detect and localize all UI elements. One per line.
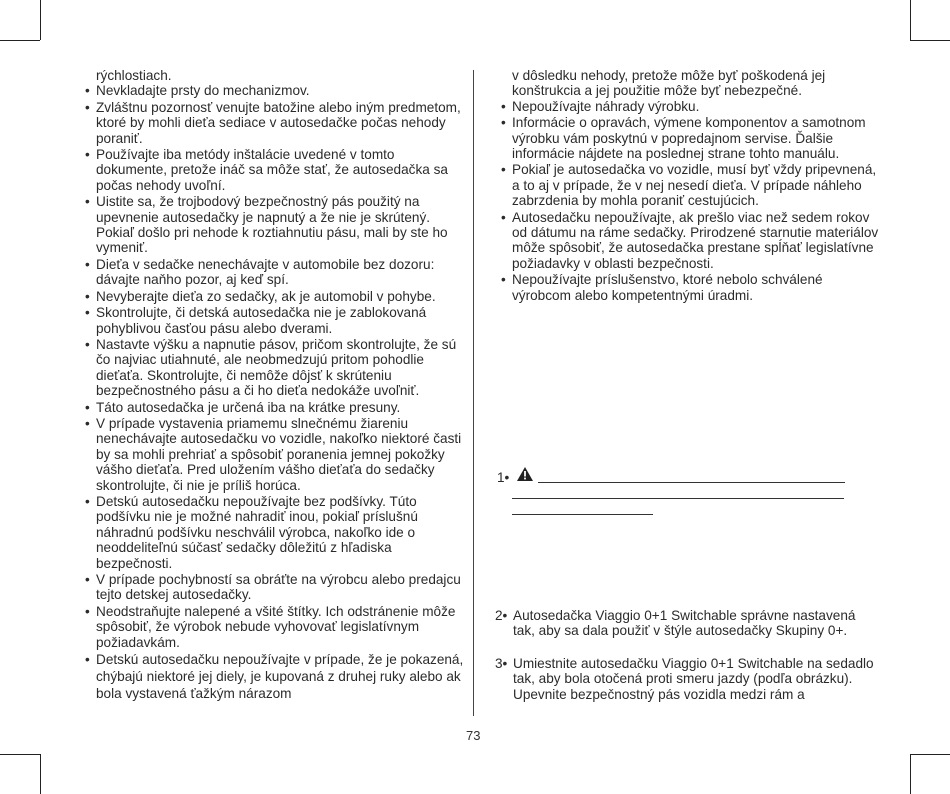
list-item: • Autosedačku nepoužívajte, ak prešlo viac než sedem rokov od dátumu na ráme sedačky. Prirodzené starnutie materiálov môže spôsobiť, že autosedačka prestane spĺňať legislatívne požiadavky v oblasti bezpečnosti. [501,209,879,271]
list-item: • Dieťa v sedačke nenechávajte v automobile bez dozoru: dávajte naňho pozor, aj keď spí. [85,256,435,288]
bullet: • [85,572,90,587]
warning-triangle-icon [516,466,534,482]
crop-mark [0,40,40,41]
bullet: • [501,98,506,114]
step-number: 2• [495,608,508,623]
list-item: • V prípade pochybností sa obráťte na výrobcu alebo predajcu tejto detskej autosedačky. [85,572,461,603]
crop-mark [40,754,41,794]
bullet: • [85,99,90,115]
list-item: • Táto autosedačka je určená iba na krátke presuny. [85,399,401,415]
crop-mark [910,40,950,41]
bullet: • [85,288,90,304]
list-item: • Skontrolujte, či detská autosedačka nie je zablokovaná pohyblivou časťou pásu alebo dverami. [85,305,427,336]
bullet: • [85,399,90,415]
step-text-extra: Upevnite bezpečnostný pás vozidla medzi rám a [513,686,805,702]
step-number: 1• [497,470,510,485]
left-column [84,68,464,703]
bullet: • [85,336,90,352]
blank-rule [538,482,845,483]
list-item: • Nevkladajte prsty do mechanizmov. [85,83,310,99]
step-number: 3• [495,656,508,671]
list-item: • Informácie o opravách, výmene komponentov a samotnom výrobku vám poskytnú v popredajnom servise. Ďalšie informácie nájdete na poslednej strane tohto manuálu. [501,115,866,162]
bullet: • [501,115,506,131]
bullet: • [85,256,90,272]
bullet: • [501,162,506,178]
bullet: • [85,415,90,431]
page-number: 73 [466,728,481,743]
bullet: • [85,147,90,163]
crop-mark [910,754,911,794]
list-item: • Pokiaľ je autosedačka vo vozidle, musí byť vždy pripevnená, a to aj v prípade, že v nej nesedí dieťa. V prípade náhleho zabrzdenia by mohla poraniť cestujúcich. [501,162,877,209]
step-text: Umiestnite autosedačku Viaggio 0+1 Switchable na sedadlo tak, aby bola otočená proti smeru jazdy (podľa obrázku). [513,656,874,687]
crop-mark [910,754,950,755]
bullet: • [85,83,90,99]
list-item: • Detskú autosedačku nepoužívajte v prípade, že je pokazená, chýbajú niektoré jej diely, je kupovaná z druhej ruky alebo ak bola vystavená ťažkým nárazom [85,652,464,702]
step-text: Autosedačka Viaggio 0+1 Switchable správne nastavená tak, aby sa dala použiť v štýle autosedačky Skupiny 0+. [513,608,856,639]
blank-rule [512,514,653,515]
list-item: • Neodstraňujte nalepené a všité štítky. Ich odstránenie môže spôsobiť, že výrobok nebude vyhovovať legislatívnym požiadavkám. [85,603,456,650]
continued-text: v dôsledku nehody, pretože môže byť poškodená jej konštrukcia a jej použitie môže byť nebezpečné. [512,68,826,99]
crop-mark [910,0,911,40]
bullet: • [501,209,506,225]
bullet: • [85,194,90,210]
list-item: • Nevyberajte dieťa zo sedačky, ak je automobil v pohybe. [85,288,436,304]
bullet: • [85,603,90,619]
list-item: • Zvláštnu pozornosť venujte batožine alebo iným predmetom, ktoré by mohli dieťa sediace v autosedačke počas nehody poraniť. [85,99,461,146]
list-item: • Detskú autosedačku nepoužívajte bez podšívky. Túto podšívku nie je možné nahradiť inou, pokiaľ príslušnú náhradnú podšívku neschválil výrobca, nakoľko ide o neoddeliteľnú súčasť sedačky dôležitú z hľadiska bezpečnosti. [85,493,418,571]
safety-list-left [84,83,464,702]
list-item: • V prípade vystavenia priamemu slnečnému žiareniu nenechávajte autosedačku vo vozidle, nakoľko niektoré časti by sa mohli prehriať a spôsobiť poranenia jemnej pokožky vášho dieťaťa. Pred uložením vášho dieťaťa do sedačky skontrolujte, či nie je príliš horúca. [85,415,462,493]
list-item: • Používajte iba metódy inštalácie uvedené v tomto dokumente, pretože ináč sa môže stať, že autosedačka sa počas nehody uvoľní. [85,147,448,193]
list-item: • Nastavte výšku a napnutie pásov, pričom skontrolujte, že sú čo najviac utiahnuté, ale neobmedzujú pritom pohodlie dieťaťa. Skontrolujte, či nemôže dôjsť k skrúteniu bezpečnostného pásu a či ho dieťa nedokáže uvoľniť. [85,336,457,399]
list-item: • Nepoužívajte náhrady výrobku. [501,98,700,114]
column-divider [473,70,474,716]
continued-text: rýchlostiach. [96,68,172,83]
blank-rule [512,498,844,499]
crop-mark [40,0,41,40]
safety-list-right [500,99,880,303]
right-column [500,68,880,304]
bullet: • [501,272,506,288]
bullet: • [85,305,90,321]
step-3 [495,656,880,702]
list-item: • Uistite sa, že trojbodový bezpečnostný pás použitý na upevnenie autosedačky je napnutý a že nie je skrútený. Pokiaľ došlo pri nehode k roztiahnutiu pásu, mali by ste ho vymeniť. [85,194,448,256]
bullet: • [85,493,90,509]
step-2 [495,608,880,639]
list-item: • Nepoužívajte príslušenstvo, ktoré nebolo schválené výrobcom alebo kompetentnými úradmi. [501,272,823,303]
crop-mark [0,754,40,755]
bullet: • [85,652,90,668]
